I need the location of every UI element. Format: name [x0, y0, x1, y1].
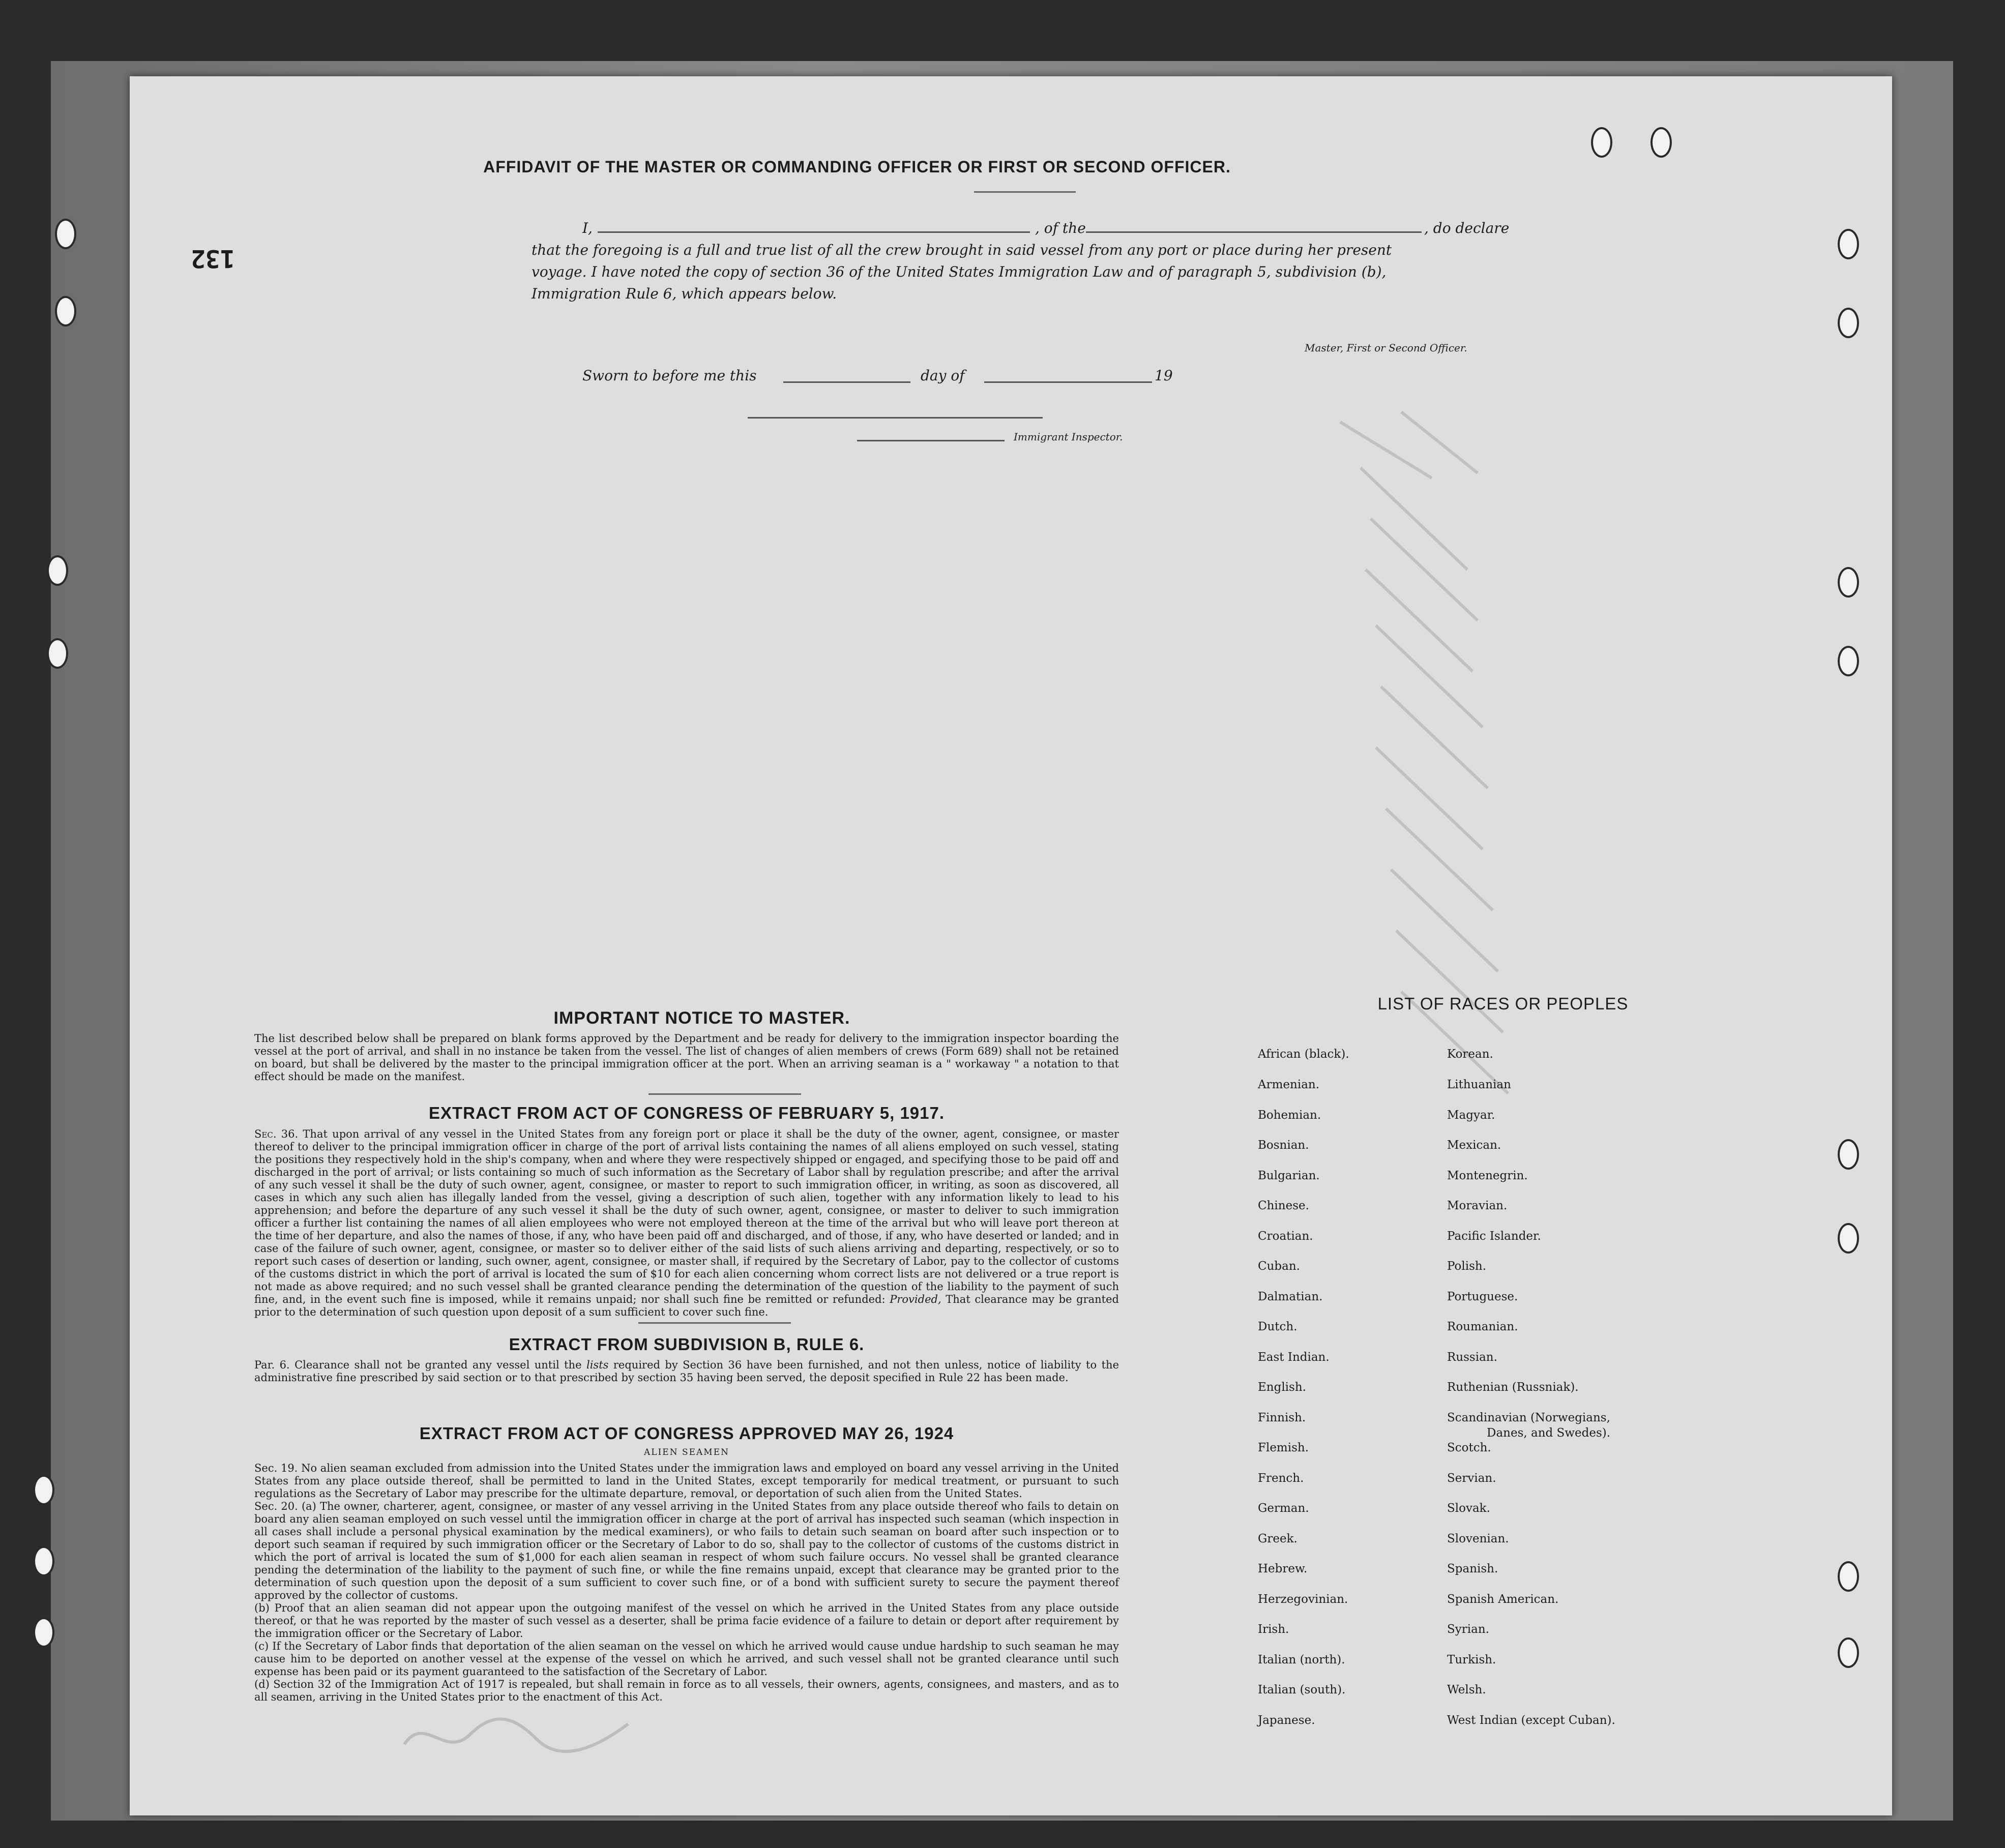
binder-hole — [33, 1546, 54, 1576]
race-right: Spanish American. — [1447, 1593, 1559, 1606]
race-right: Roumanian. — [1447, 1320, 1518, 1333]
faint-signature — [394, 1704, 659, 1765]
affidavit-declare: , do declare — [1424, 220, 1510, 236]
race-right: Moravian. — [1447, 1199, 1508, 1212]
binder-hole — [55, 296, 76, 326]
race-right-cont: Danes, and Swedes). — [1487, 1426, 1611, 1440]
name-field-line[interactable] — [598, 231, 1030, 233]
sec-20b: (b) Proof that an alien seaman did not appear upon the outgoing manifest of the vessel on which he arrived in the United States from any place outside thereof, or that he was reported by the master of such vessel as a deserter, shall be prima facie evidence of a failure to detain or deport after requirement by the immigration officer or the Secretary of Labor. — [254, 1602, 1119, 1640]
race-right: Korean. — [1447, 1048, 1493, 1061]
race-left: Italian (north). — [1258, 1653, 1345, 1666]
race-right: Ruthenian (Russniak). — [1447, 1381, 1579, 1394]
par-6-text-b: required by Section 36 have been furnished, and not then unless, notice of liability to the administrative fine prescribed by said section or to that prescribed by section 35 having been served, the deposit specified in Rule 22 has been made. — [254, 1359, 1119, 1384]
notice-rule — [648, 1093, 801, 1095]
year-label: 19 — [1155, 367, 1173, 384]
punch-hole — [1838, 229, 1859, 259]
extract-1924-body — [254, 1462, 1119, 1704]
punch-hole — [1838, 1223, 1859, 1254]
master-signature-label: Master, First or Second Officer. — [1305, 342, 1467, 354]
race-right: Pacific Islander. — [1447, 1230, 1541, 1243]
race-left: Greek. — [1258, 1532, 1298, 1545]
alien-seamen-subtitle: ALIEN SEAMEN — [644, 1447, 729, 1457]
sec-19-label: Sec. 19. — [254, 1462, 298, 1474]
race-right: Magyar. — [1447, 1109, 1495, 1122]
inspector-label: Immigrant Inspector. — [1014, 431, 1123, 443]
extract-1917-title: EXTRACT FROM ACT OF CONGRESS OF FEBRUARY 5, 1917. — [428, 1104, 945, 1122]
race-left: East Indian. — [1258, 1351, 1330, 1364]
race-right: Servian. — [1447, 1472, 1496, 1485]
sec-36-label: Sec. 36. — [254, 1128, 299, 1140]
punch-hole — [1650, 127, 1672, 158]
binder-hole — [33, 1475, 54, 1505]
race-left: Chinese. — [1258, 1199, 1309, 1212]
race-left: Herzegovinian. — [1258, 1593, 1348, 1606]
race-right: West Indian (except Cuban). — [1447, 1714, 1615, 1727]
lists-word: lists — [586, 1359, 609, 1371]
affidavit-body-4: Immigration Rule 6, which appears below. — [532, 285, 837, 302]
race-right: Welsh. — [1447, 1683, 1486, 1696]
sec-20a-text: (a) The owner, charterer, agent, consignee, or master of any vessel arriving in the United States from any place outside thereof who fails to detain on board any alien seaman employed on such vessel until the immigration officer in charge at the port of arrival has inspected such seaman (which inspection in all cases shall include a personal physical examination by the medical examiners), or who fails to detain such seaman on board after such inspection or to deport such seaman if required by such immigration officer or the Secretary of Labor to do so, shall pay to the collector of customs of the customs district in which the port of arrival is located the sum of $1,000 for each alien seaman in respect of whom such failure occurs. No vessel shall be granted clearance pending the determination of the liability to the payment of such fine, or while the fine remains unpaid, except that clearance may be granted prior to the determination of such question upon the deposit of a sum sufficient to cover such fine, or of a bond with sufficient surety to secure the payment thereof approved by the collector of customs. — [254, 1500, 1119, 1601]
notice-body: The list described below shall be prepared on blank forms approved by the Department and be ready for delivery to the immigration inspector boarding the vessel at the port of arrival, and shall in no instance be taken from the vessel. The list of changes of alien members of crews (Form 689) shall not be retained on board, but shall be delivered by the master to the principal immigration officer at the port. When an arriving seaman is a " workaway " a notation to that effect should be made on the manifest. — [254, 1032, 1119, 1083]
sec-20a — [254, 1500, 1119, 1602]
sec-19 — [254, 1462, 1119, 1500]
race-right: Montenegrin. — [1447, 1169, 1528, 1182]
races-title: LIST OF RACES OR PEOPLES — [1377, 994, 1629, 1013]
race-left: Croatian. — [1258, 1230, 1313, 1243]
manifest-sheet — [130, 76, 1892, 1815]
punch-hole — [1838, 567, 1859, 598]
notice-title: IMPORTANT NOTICE TO MASTER. — [553, 1008, 850, 1028]
extract-1917-rule — [638, 1322, 791, 1324]
binder-hole — [33, 1617, 54, 1648]
race-right: Russian. — [1447, 1351, 1497, 1364]
affidavit-i: I, — [582, 220, 593, 236]
par-6-text-a: Clearance shall not be granted any vessel until the — [294, 1359, 582, 1371]
race-left: French. — [1258, 1472, 1304, 1485]
race-right: Scotch. — [1447, 1441, 1491, 1454]
sec-20d: (d) Section 32 of the Immigration Act of 1917 is repealed, but shall remain in force as to all vessels, their owners, agents, consignees, and masters, and as to all seamen, arriving in the United States prior to the enactment of this Act. — [254, 1678, 1119, 1703]
race-right: Lithuanian — [1447, 1078, 1511, 1091]
binder-hole — [55, 219, 76, 249]
proviso-text: That clearance may be granted prior to the determination of such question upon deposit of a sum sufficient to cover such fine. — [254, 1293, 1119, 1318]
punch-hole — [1591, 127, 1612, 158]
margin-number: 132 — [191, 244, 235, 273]
extract-1917-body — [254, 1128, 1119, 1319]
race-left: Italian (south). — [1258, 1683, 1346, 1696]
vessel-field-line[interactable] — [1086, 231, 1422, 233]
race-right: Turkish. — [1447, 1653, 1496, 1666]
subdivision-b-title: EXTRACT FROM SUBDIVISION B, RULE 6. — [509, 1335, 865, 1354]
sec-19-text: No alien seaman excluded from admission into the United States under the immigration laws and employed on board any vessel arriving in the United States from any place outside thereof, shall be permitted to land in the United States, except temporarily for medical treatment, or pursuant to such regulations as the Secretary of Labor may prescribe for the ultimate departure, removal, or deportation of such alien from the United States. — [254, 1462, 1119, 1500]
punch-hole — [1838, 308, 1859, 338]
punch-hole — [1838, 1561, 1859, 1592]
race-left: Armenian. — [1258, 1078, 1320, 1091]
sworn-month-line[interactable] — [984, 381, 1152, 383]
race-right: Polish. — [1447, 1260, 1487, 1273]
proviso-label: Provided, — [890, 1293, 941, 1305]
sec-36-text: That upon arrival of any vessel in the United States from any foreign port or place it shall be the duty of the owner, agent, consignee, or master thereof to deliver to the principal immigration officer in charge of the port of arrival lists containing the names of all aliens employed on such vessel, stating the positions they respectively hold in the ship's company, when and where they were respectively shipped or engaged, and specifying those to be paid off and discharged in the port of arrival; or lists containing so much of such information as the Secretary of Labor shall by regulation prescribe; and after the arrival of any such vessel it shall be the duty of such owner, agent, consignee, or master to report to such immigration officer, in writing, as soon as discovered, all cases in which any such alien has illegally landed from the vessel, giving a description of such alien, together with any information likely to lead to his apprehension; and before the departure of any such vessel it shall be the duty of such owner, agent, consignee, or master to deliver to such immigration officer a further list containing the names of all alien employees who were not employed thereon at the time of the arrival but who will leave port thereon at the time of her departure, and also the names of those, if any, who have been paid off and discharged, and of those, if any, who have deserted or landed; and in case of the failure of such owner, agent, consignee, or master so to deliver either of the said lists of such aliens arriving and departing, respectively, or so to report such cases of desertion or landing, such owner, agent, consignee, or master shall, if required by the Secretary of Labor, pay to the collector of customs of the customs district in which the port of arrival is located the sum of $10 for each alien concerning whom correct lists are not delivered or a true report is not made as above required; and no such vessel shall be granted clearance pending the determination of the question of the liability to the payment of such fine, and, in the event such fine is imposed, while it remains unpaid; nor shall such fine be remitted or refunded: — [254, 1128, 1119, 1305]
race-left: Cuban. — [1258, 1260, 1300, 1273]
race-left: English. — [1258, 1381, 1306, 1394]
affidavit-title: AFFIDAVIT OF THE MASTER OR COMMANDING OFFICER OR FIRST OR SECOND OFFICER. — [483, 158, 1231, 176]
affidavit-body-2: that the foregoing is a full and true list of all the crew brought in said vessel from any port or place during her present — [532, 242, 1392, 258]
sworn-day-line[interactable] — [783, 381, 910, 383]
race-left: Irish. — [1258, 1623, 1289, 1636]
race-left: German. — [1258, 1502, 1309, 1515]
race-left: African (black). — [1258, 1048, 1349, 1061]
race-right: Slovak. — [1447, 1502, 1490, 1515]
affidavit-of-the: , of the — [1035, 220, 1086, 236]
punch-hole — [1838, 646, 1859, 676]
sworn-label: Sworn to before me this — [582, 367, 757, 384]
title-rule — [974, 191, 1076, 193]
race-left: Dutch. — [1258, 1320, 1298, 1333]
binder-hole — [47, 555, 68, 586]
punch-hole — [1838, 1139, 1859, 1170]
sec-20-label: Sec. 20. — [254, 1500, 298, 1512]
sec-20c: (c) If the Secretary of Labor finds that deportation of the alien seaman on the vessel on which he arrived would cause undue hardship to such seaman he may cause him to be deported on another vessel at the expense of the vessel on which he arrived, and such vessel shall not be granted clearance until such expense has been paid or its payment guaranteed to the satisfaction of the Secretary of Labor. — [254, 1640, 1119, 1678]
inspector-short-line — [857, 440, 1005, 441]
binder-hole — [47, 638, 68, 669]
race-left: Finnish. — [1258, 1411, 1306, 1424]
punch-hole — [1838, 1637, 1859, 1668]
race-right: Slovenian. — [1447, 1532, 1509, 1545]
inspector-signature-line[interactable] — [748, 417, 1043, 419]
race-right: Spanish. — [1447, 1562, 1498, 1575]
race-right: Mexican. — [1447, 1139, 1501, 1152]
race-left: Bosnian. — [1258, 1139, 1309, 1152]
race-right: Scandinavian (Norwegians, — [1447, 1411, 1610, 1424]
race-left: Dalmatian. — [1258, 1290, 1323, 1303]
extract-1924-title: EXTRACT FROM ACT OF CONGRESS APPROVED MAY 26, 1924 — [419, 1424, 954, 1443]
race-left: Hebrew. — [1258, 1562, 1308, 1575]
race-left: Bulgarian. — [1258, 1169, 1320, 1182]
race-right: Syrian. — [1447, 1623, 1489, 1636]
race-right: Portuguese. — [1447, 1290, 1518, 1303]
race-left: Japanese. — [1258, 1714, 1315, 1727]
day-of-label: day of — [921, 367, 965, 384]
subdivision-b-body — [254, 1359, 1119, 1384]
race-left: Flemish. — [1258, 1441, 1309, 1454]
par-6-label: Par. 6. — [254, 1359, 290, 1371]
affidavit-body-3: voyage. I have noted the copy of section 36 of the United States Immigration Law and of paragraph 5, subdivision (b), — [532, 263, 1387, 280]
race-left: Bohemian. — [1258, 1109, 1321, 1122]
